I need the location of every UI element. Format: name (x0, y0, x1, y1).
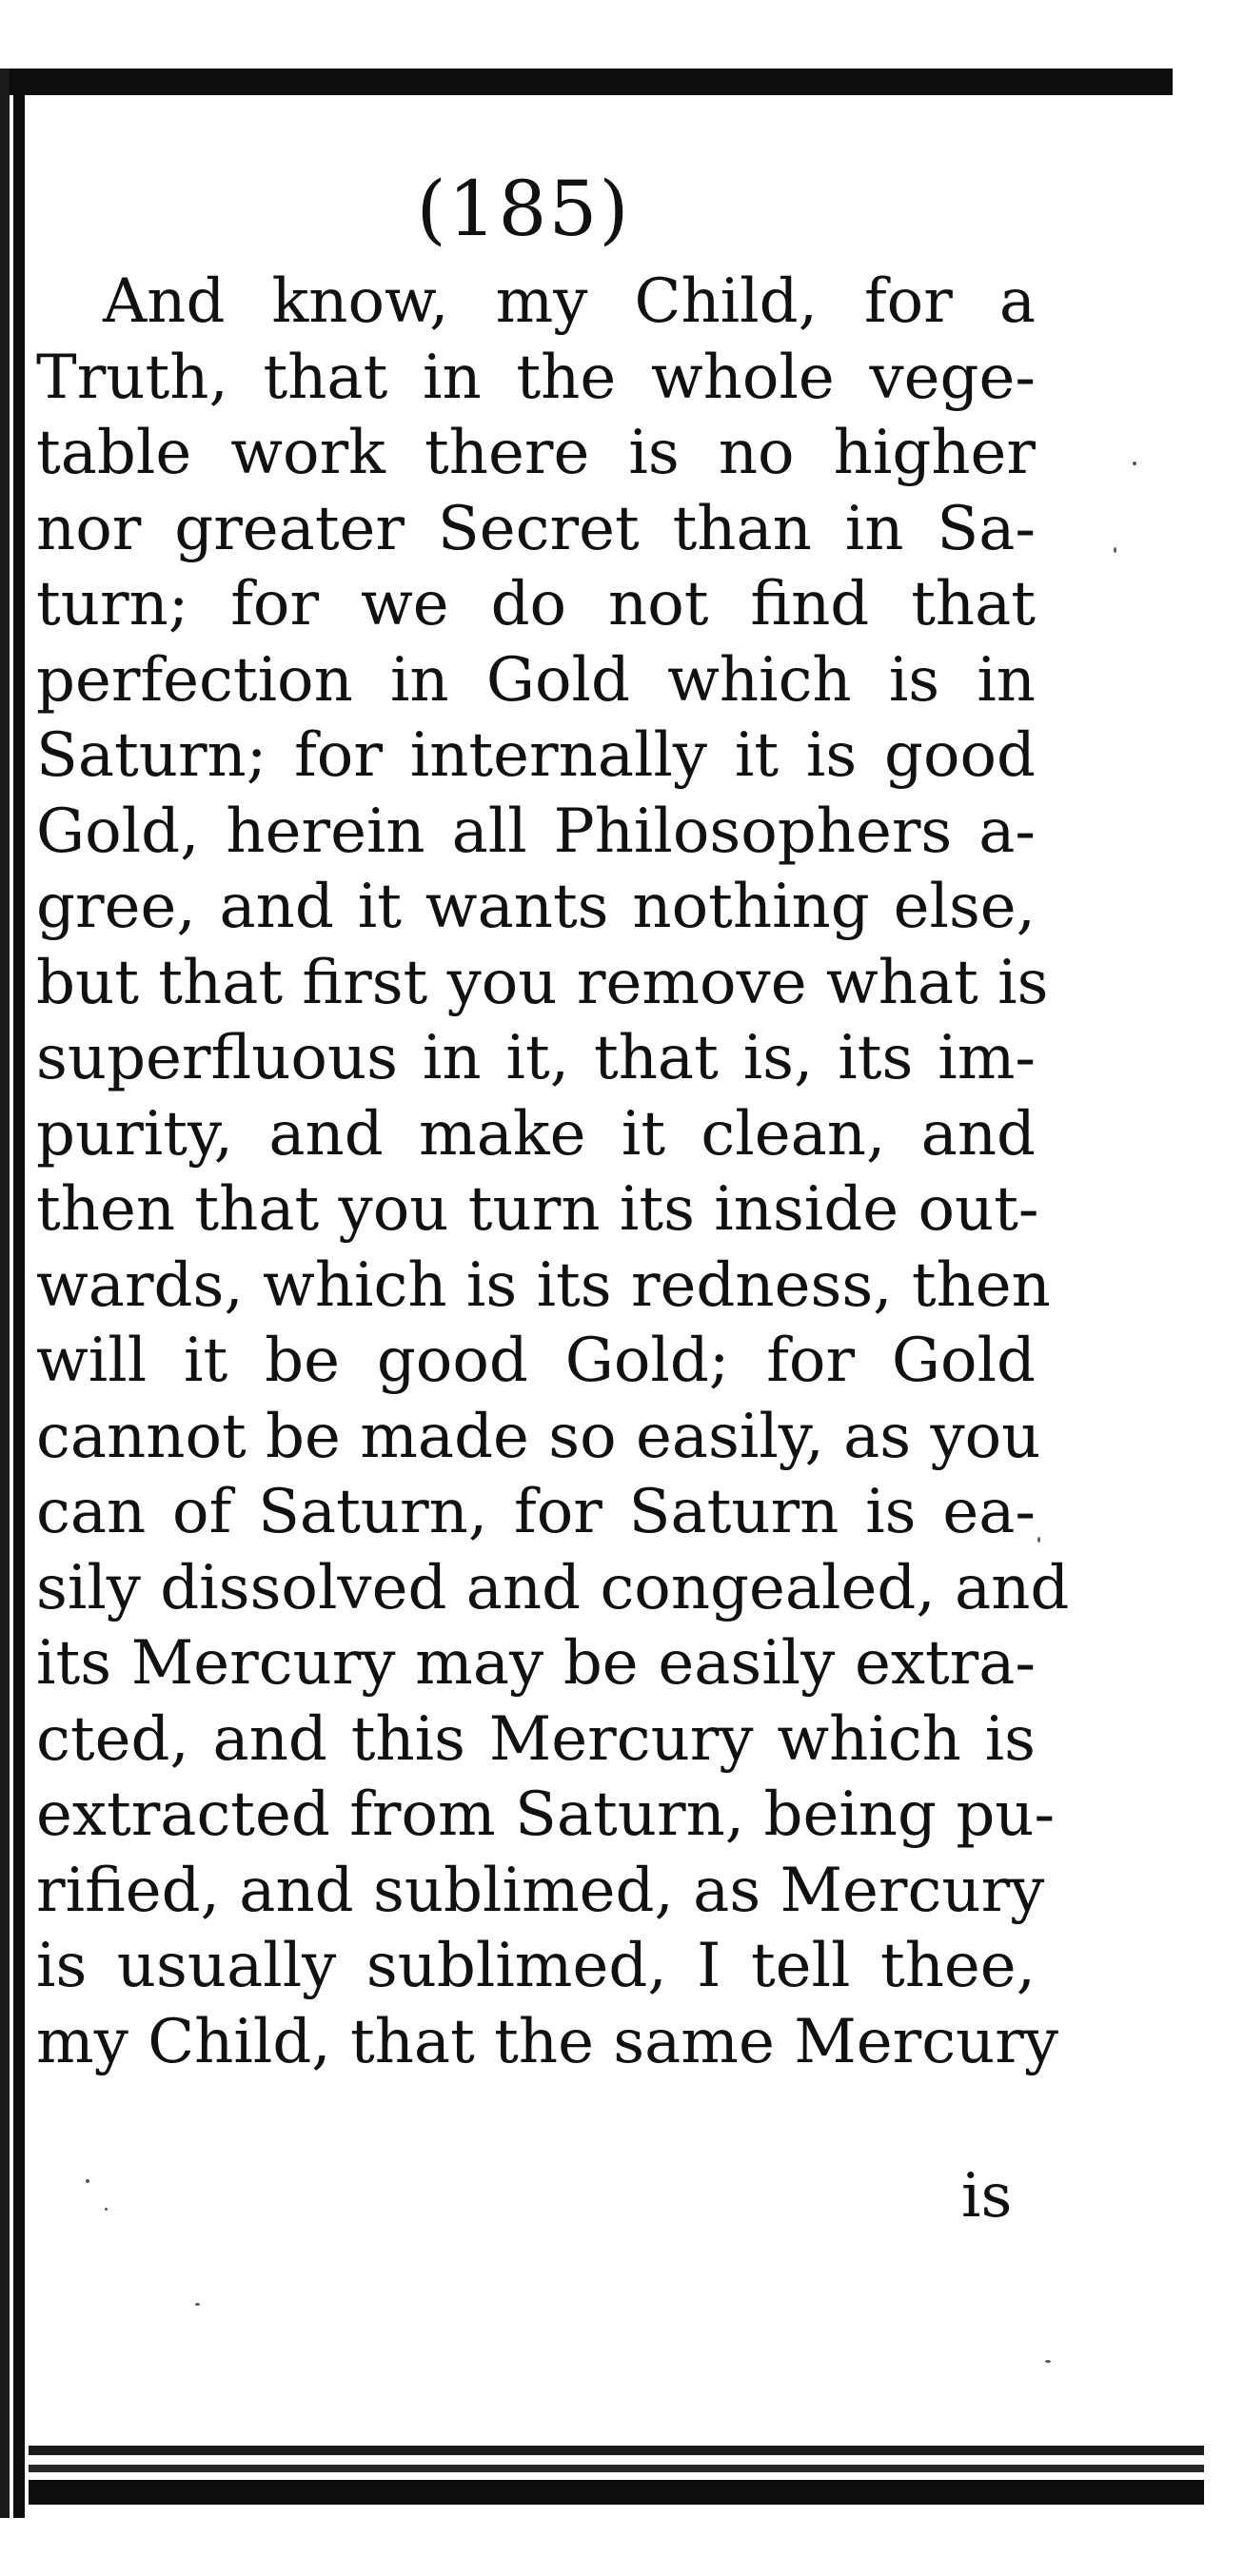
text-line: Saturn; for internally it is good (36, 720, 1036, 791)
text-line: turn; for we do not find that (36, 569, 1036, 639)
page-number: (185) (416, 165, 631, 253)
left-border-rule (13, 69, 25, 2518)
body-text (36, 265, 1070, 2080)
text-line: extracted from Saturn, being pu- (36, 1780, 1056, 1850)
left-border-rule-outer (0, 69, 10, 2518)
scan-speck (1114, 547, 1116, 553)
text-line: sily dissolved and congealed, and (36, 1552, 1070, 1623)
scan-speck (105, 2208, 108, 2211)
text-line: gree, and it wants nothing else, (36, 872, 1036, 942)
scan-speck (195, 2303, 200, 2306)
text-line: cannot be made so easily, as you (36, 1401, 1041, 1472)
text-line: but that first you remove what is (36, 947, 1049, 1018)
text-line: is usually sublimed, I tell thee, (36, 1931, 1036, 2001)
scan-speck (1133, 462, 1136, 465)
text-line: rified, and sublimed, as Mercury (36, 1855, 1045, 1926)
text-line: table work there is no higher (36, 418, 1036, 488)
bottom-border-rule-3 (29, 2480, 1204, 2505)
text-line: then that you turn its inside out- (36, 1174, 1039, 1245)
text-line: superfluous in it, that is, its im- (36, 1023, 1036, 1093)
scan-speck (86, 2179, 89, 2183)
text-line: purity, and make it clean, and (36, 1098, 1036, 1170)
bottom-border-rule-2 (29, 2465, 1204, 2472)
text-line: perfection in Gold which is in (36, 644, 1036, 716)
text-line: And know, my Child, for a (103, 266, 1036, 337)
text-line: nor greater Secret than in Sa- (36, 493, 1036, 564)
scan-speck (1045, 2360, 1051, 2363)
text-line: Gold, herein all Philosophers a- (36, 796, 1036, 867)
text-line: can of Saturn, for Saturn is ea- (36, 1477, 1036, 1547)
text-line: wards, which is its redness, then (36, 1249, 1051, 1321)
top-border-rule (0, 69, 1173, 95)
catchword: is (961, 2161, 1013, 2232)
text-line: my Child, that the same Mercury (36, 2006, 1058, 2077)
text-line: Truth, that in the whole vege- (36, 342, 1036, 413)
text-line: cted, and this Mercury which is (36, 1703, 1036, 1775)
text-line: will it be good Gold; for Gold (36, 1326, 1036, 1396)
text-line: its Mercury may be easily extra- (36, 1628, 1036, 1699)
scan-speck (1037, 1537, 1040, 1543)
bottom-border-rule (29, 2446, 1204, 2455)
